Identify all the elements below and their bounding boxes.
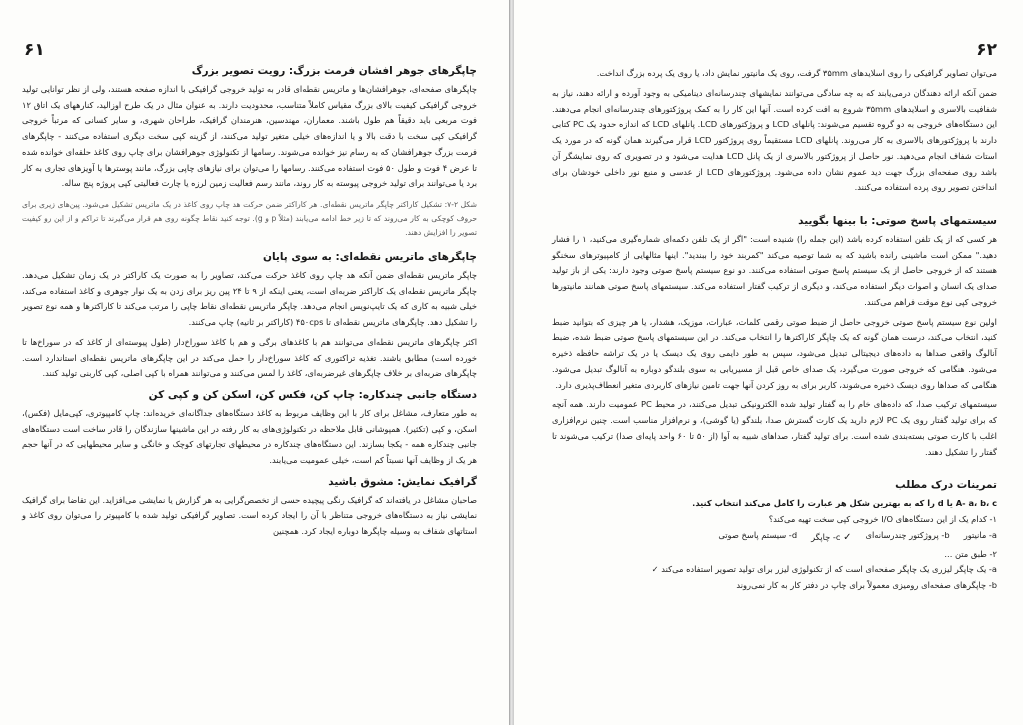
paragraph-voice-3: سیستمهای ترکیب صدا، که داده‌های خام را به گفتار تولید شده الکترونیکی تبدیل می‌کنند، در محیط PC عمومیت دارند. همه آنچه که برای تولید گفتار روی یک PC لازم دارید یک کارت گسترش صدا، بلندگو (یا گوشی)، و نرم‌افزار مناسب است. چنین نرم‌افزاری اغلب با کارت صوتی بسته‌بندی شده است. برای تولید گفتار، صداهای شبیه به آوا (از ۵۰ تا ۶۰ واحد پایه‌ای صدا) ترکیب می‌شوند تا گفتار را تشکیل دهند. <box>552 399 997 457</box>
q1-option-b: b- پروژکتور چندرسانه‌ای <box>865 529 950 540</box>
question-2: ۲- طبق متن ... <box>944 548 997 559</box>
right-page <box>514 0 1023 725</box>
paragraph-voice-2: اولین نوع سیستم پاسخ صوتی خروجی حاصل از ضبط صوتی رقمی کلمات، عبارات، موزیک، هشدار، یا هر چیزی که بتوانید ضبط کنید، انتخاب می‌کند، درست همان گونه که یک چاپگر کاراکترها را انتخاب می‌کند. در این سیستمهای پاسخ صوتی ضبط شده، ضبط آنالوگ واقعی صداها به داده‌های دیجیتالی تبدیل می‌شود، سپس به طور دایمی روی یک دیسک یا در یک تراشه حافظه ذخیره می‌شود. هنگامی که خروجی صورت می‌گیرد، یک صدای خاص قبل از مسیریابی به سوی بلندگو دوباره به آنالوگ تبدیل می‌شود. هنگامی که صداها روی دیسک ذخیره می‌شوند، کاربر برای به روز کردن آنها جهت تامین نیازهای کاربردی متغیر انعطاف‌پذیری دارد. <box>552 316 997 390</box>
right-page-content <box>552 66 997 594</box>
paragraph-multifunction: به طور متعارف، مشاغل برای کار با این وظایف مربوط به کاغذ دستگاه‌های جداگانه‌ای خریده‌اند: چاپ کامپیوتری، کپی‌مایل (فکس)، اسکن، و کپی (تکثیر). همپوشانی قابل ملاحظه در تکنولوژی‌های به کار رفته در این ماشینها سازندگان را قادر ساخت است دستگاه‌های جانبی چندکاره همه - یکجا بسازند. این دستگاه‌های چندکاره در محیطهای تجارتهای کوچک و خانگی و سایر محیطهایی که در آنها حجم هر یک از وظایف آنها نسبتاً کم است، خیلی عمومیت می‌یابند. <box>22 407 477 466</box>
q1-option-d: d- سیستم پاسخ صوتی <box>718 529 798 540</box>
section-title-presentation-graphics: گرافیک نمایش: مشوق باشید <box>328 475 477 488</box>
q2-option-b: b- چاپگرهای صفحه‌ای رومیزی معمولاً برای چاپ در دفتر کار به کار نمی‌روند <box>736 580 997 590</box>
section-title-dot-matrix: چاپگرهای ماتریس نقطه‌ای: به سوی پایان <box>262 251 477 264</box>
left-page <box>0 0 509 725</box>
right-page-number: ۶۲ <box>976 40 997 60</box>
paragraph-dot-matrix-2: اکثر چاپگرهای ماتریس نقطه‌ای می‌توانند هم با کاغذهای برگی و هم با کاغذ سوراخ‌دار (طول پیوسته‌ای از کاغذ که در سوراخ‌ها تا خورده است) مطابق باشند. تغذیه تراکتوری که کاغذ سوراخ‌دار را حمل می‌کند در این چاپگرهای ماتریس نقطه‌ای استاندارد است. چاپگرهای ضربه‌ای بر خلاف چاپگرهای غیرضربه‌ای، کاغذ را لمس می‌کنند و می‌توانند همراه با کپی اصلی، کپی کاربنی تولید کنند. <box>22 336 477 379</box>
q1-option-a: a- مانیتور <box>963 529 997 540</box>
exercises-title: تمرینات درک مطلب <box>895 479 997 492</box>
paragraph-dot-matrix-1: چاپگر ماتریس نقطه‌ای ضمن آنکه هد چاپ روی کاغذ حرکت می‌کند، تصاویر را به صورت یک کاراکتر در یک زمان تشکیل می‌دهد. چاپگر ماتریس نقطه‌ای یک کاراکتر ضربه‌ای است، یعنی اینکه از ۹ تا ۲۴ پین ریز برای زدن به یک نوار جوهری و کاغذ استفاده می‌کند، خیلی شبیه به کاری که یک تایپ‌نویس انجام می‌دهد. چاپگر ماتریس نقطه‌ای نقاط چاپی را مرتب می‌کند تا کاراکترها و همه نوع تصویر را تشکیل دهد. چاپگرهای ماتریس نقطه‌ای تا ۴۵۰cps (کاراکتر بر ثانیه) چاپ می‌کنند. <box>22 269 477 328</box>
q2-option-a: a- یک چاپگر لیزری یک چاپگر صفحه‌ای است که از تکنولوژی لیزر برای تولید تصویر استفاده می‌کند ✓ <box>651 564 997 575</box>
exercise-instruction: A- a، b، c یا d را که به بهترین شکل هر عبارت را کامل می‌کند انتخاب کنید. <box>692 498 997 508</box>
section-title-multifunction: دستگاه جانبی چندکاره: چاپ کن، فکس کن، اسکن کن و کپی کن <box>148 389 477 402</box>
q1-option-c-label: c- چاپگر <box>811 531 841 542</box>
left-page-number: ۶۱ <box>24 40 45 60</box>
figure-caption: شکل ۲-۷: تشکیل کاراکتر چاپگر ماتریس نقطه‌ای. هر کاراکتر ضمن حرکت هد چاپ روی کاغذ در یک ماتریس تشکیل می‌شود. پین‌های زیری برای حروف کوچکی به کار می‌روند که تا زیر خط ادامه می‌یابند (مثلاً p و g). توجه کنید نقاط چگونه روی هم قرار می‌گیرند تا تراکم و از این رو کیفیت تصویر را افزایش دهند. <box>22 200 478 238</box>
paragraph-large-format: چاپگرهای صفحه‌ای، جوهرافشان‌ها و ماتریس نقطه‌ای قادر به تولید خروجی گرافیکی با اندازه صفحه هستند، ولی از نظر توانایی تولید خروجی گرافیکی کیفیت بالای بزرگ مقیاس کاملاً متناسب، محدودیت دارند. به عنوان مثال در یک طرح اوزالید، کنارههای یک اتاق ۱۲ فوت مربعی باید دقیقاً هم طول باشند. معماران، مهندسین، هنرمندان گرافیک، طراحان شهری، و سایر کسانی که مرتباً خروجی گرافیکی کپی سخت با دقت بالا و یا اندازه‌های خیلی متغیر تولید می‌کنند، از گزینه کپی سخت دیگری استفاده می‌کنند - چاپگرهای فرمت بزرگ جوهرافشان که به رسام نیز خوانده می‌شوند. رسامها از تکنولوژی جوهرافشان برای چاپ روی کاغذ حلقه‌ای خوانده شده تا عرض ۴ فوت و طول ۵۰ فوت استفاده می‌کنند. رسامها را می‌توان برای نیازهای چاپی بزرگ، مانند پوسترها یا آویزهای تجاری به کار برد یا می‌توانند برای تولید خروجی پیوسته به کار روند، مانند رسم فعالیت زمین لرزه یا چارت فعالیتی کپی پروژه پنج ساله. <box>22 83 477 189</box>
check-mark-icon: ✓ <box>843 531 852 543</box>
q1-option-c <box>811 528 851 547</box>
intro-paragraph-1: می‌توان تصاویر گرافیکی را روی اسلایدهای ۳۵mm گرفت، روی یک مانیتور نمایش داد، یا روی یک پرده بزرگ انداخت. <box>596 68 997 78</box>
question-1: ۱- کدام یک از این دستگاه‌های I/O خروجی کپی سخت تهیه می‌کند؟ <box>768 513 997 524</box>
intro-paragraph-2: ضمن آنکه ارائه دهندگان درمی‌یابند که به چه سادگی می‌توانند نمایشهای چندرسانه‌ای دینامیکی به وجود آورده و ارائه دهند، نیاز به شفافیت بالاسری و اسلایدهای ۳۵mm شروع به افت کرده است. آنها این کار را به کمک پروژکتورهای چندرسانه‌ای انجام می‌دهند. این دستگاه‌های خروجی به دو گروه تقسیم می‌شوند: پانلهای LCD و پروژکتورهای LCD. پانلهای LCD که اندازه حدود یک PC کتابی دارند با پروژکتورهای بالاسری به کار می‌روند. پانلهای LCD مستقیماً روی پروژکتور LCD قرار می‌گیرند همان گونه که در مورد یک استات شفاف انجام می‌دهید. نور حاصل از پروژکتور بالاسری از یک پانل LCD هدایت می‌شود و در تصویری که روی نمایشگر آن باشد روی صفحه‌ای بزرگ جهت دید عموم نشان داده می‌شود. پروژکتورهای LCD از عدسی و منبع نور داخلی خودشان برای انداختن تصویر روی پرده استفاده می‌کنند. <box>552 87 998 193</box>
question-1-options <box>552 528 997 547</box>
section-title-voice-response: سیستمهای پاسخ صوتی: با بینها بگویید <box>798 215 997 227</box>
left-page-content <box>22 64 477 540</box>
paragraph-voice-1: هر کسی که از یک تلفن استفاده کرده باشد (این جمله را) شنیده است: "اگر از یک تلفن دکمه‌ای شماره‌گیری می‌کنید، ۱ را فشار دهید." ممکن است ماشینی رانده باشید که به شما توصیه می‌کند "کمربند خود را ببندید". اینها مثالهایی از کامپیوترهای سخنگو هستند که از خروجی حاصل از یک سیستم پاسخ صوتی استفاده می‌کنند. دو نوع سیستم پاسخ صوتی وجود دارند: یکی از باز تولید صدای یک انسان و اصوات دیگر استفاده می‌کند، و دیگری از ترکیب گفتار استفاده می‌کند. سیستمهای پاسخ صوتی همانند مانیتورها خروجی کپی نوع موقت فراهم می‌کنند. <box>552 233 997 307</box>
paragraph-presentation-graphics: صاحبان مشاغل در یافته‌اند که گرافیک رنگی پیچیده حسی از تخصص‌گرایی به هر گزارش یا نمایشی می‌افزاید. این تقاضا برای گرافیک نمایشی نیاز به دستگاه‌های خروجی متناظر با آن را ایجاد کرده است. تصاویر گرافیکی تولید شده با کامپیوتر را می‌توان روی کاغذ و استاتهای شفاف به وسیله چاپگرها دوباره ایجاد کرد. همچنین <box>22 494 477 537</box>
section-title-large-format: چاپگرهای جوهر افشان فرمت بزرگ: رویت تصویر بزرگ <box>191 65 477 77</box>
